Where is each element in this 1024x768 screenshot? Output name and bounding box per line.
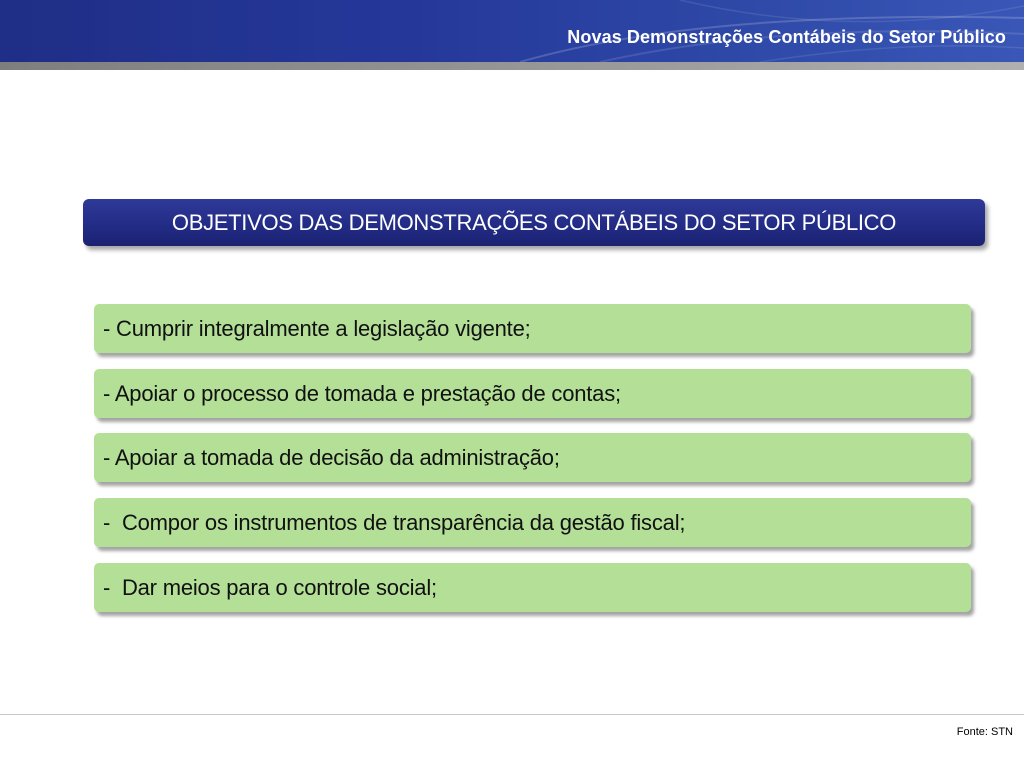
footer-divider [0, 714, 1024, 715]
section-title-box [83, 199, 985, 246]
objective-item-1 [94, 304, 971, 353]
header-title: Novas Demonstrações Contábeis do Setor Público [567, 27, 1006, 47]
objective-item-4 [94, 498, 971, 547]
header-band [0, 0, 1024, 62]
objective-item-5 [94, 563, 971, 612]
objective-text: - Dar meios para o controle social; [103, 574, 437, 600]
objective-text: - Compor os instrumentos de transparência da gestão fiscal; [103, 509, 686, 535]
footer-source: Fonte: STN [956, 726, 1013, 738]
objective-text: - Cumprir integralmente a legislação vigente; [103, 315, 531, 341]
objective-text: - Apoiar o processo de tomada e prestação de contas; [103, 380, 621, 406]
objective-item-3 [94, 433, 971, 482]
section-title: OBJETIVOS DAS DEMONSTRAÇÕES CONTÁBEIS DO SETOR PÚBLICO [171, 209, 897, 235]
objective-item-2 [94, 369, 971, 418]
objective-text: - Apoiar a tomada de decisão da administração; [103, 444, 560, 470]
header-stripe [0, 62, 1024, 70]
